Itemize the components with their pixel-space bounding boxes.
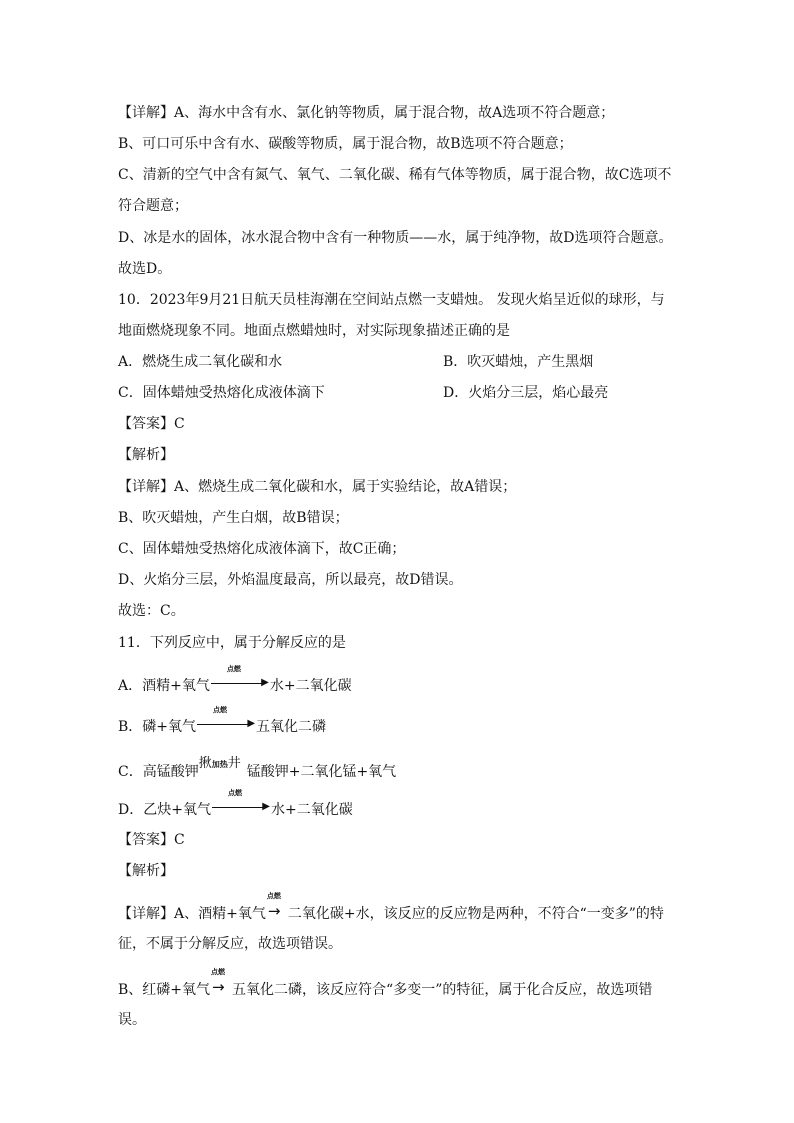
q10-option-d: D．火焰分三层，焰心最亮 <box>443 385 609 401</box>
q9-conclusion: 故选D。 <box>118 261 172 277</box>
q11-option-a-reactants: A．酒精+氧气 <box>118 678 210 694</box>
q10-detail-a: 【详解】A、燃烧生成二氧化碳和水，属于实验结论，故A错误； <box>118 479 517 495</box>
q11-detail-a-products: 二氧化碳+水，该反应的反应物是两种，不符合“一变多”的特 <box>287 906 664 922</box>
q11-analysis-label: 【解析】 <box>118 863 174 879</box>
condition-ignite-label: 点燃 <box>226 665 241 673</box>
condition-ignite-label: 点燃 <box>266 892 281 900</box>
q11-stem: 11．下列反应中，属于分解反应的是 <box>118 635 346 651</box>
q11-option-d-products: 水+二氧化碳 <box>270 802 353 818</box>
q10-option-b: B．吹灭蜡烛，产生黑烟 <box>443 354 594 370</box>
reaction-arrow-icon: 点燃 ▶ <box>197 717 255 731</box>
q11-detail-a-line2: 征，不属于分解反应，故选项错误。 <box>118 936 342 952</box>
heat-condition-icon <box>198 756 247 776</box>
q9-detail-c-line2: 符合题意； <box>118 198 188 214</box>
heat-glyph-left: 揪 <box>198 756 212 771</box>
q11-option-c-products: 锰酸钾+二氧化锰+氧气 <box>246 764 397 780</box>
q9-detail-c-line1: C、清新的空气中含有氮气、氧气、二氧化碳、稀有气体等物质，属于混合物，故C选项不 <box>118 167 672 183</box>
q11-option-a <box>118 665 352 696</box>
q10-detail-d: D、火焰分三层，外焰温度最高，所以最亮，故D错误。 <box>118 572 463 588</box>
q11-option-c-reactant: C．高锰酸钾 <box>118 764 199 780</box>
q11-option-c <box>118 756 397 782</box>
q11-option-b <box>118 706 327 737</box>
q11-option-a-products: 水+二氧化碳 <box>269 678 352 694</box>
q11-answer: 【答案】C <box>118 832 185 848</box>
reaction-arrow-icon: 点燃 ▶ <box>212 800 270 814</box>
condition-heat-label: 加热 <box>211 760 228 769</box>
q11-option-d-reactants: D．乙炔+氧气 <box>118 802 211 818</box>
q10-option-a: A．燃烧生成二氧化碳和水 <box>118 354 283 370</box>
reaction-arrow-icon: 点燃 → <box>211 968 226 996</box>
condition-ignite-label: 点燃 <box>213 706 228 714</box>
q10-detail-b: B、吹灭蜡烛，产生白烟，故B错误； <box>118 510 349 526</box>
q10-stem-line1: 10．2023年9月21日航天员桂海潮在空间站点燃一支蜡烛。 发现火焰呈近似的球形，与 <box>118 292 665 308</box>
q10-option-c: C．固体蜡烛受热熔化成液体滴下 <box>118 385 325 401</box>
q10-analysis-label: 【解析】 <box>118 447 174 463</box>
q11-detail-a-line1 <box>118 892 664 924</box>
q11-detail-b-line2: 误。 <box>118 1012 146 1028</box>
q11-detail-b-products: 五氧化二磷，该反应符合“多变一”的特征，属于化合反应，故选项错 <box>232 982 653 998</box>
reaction-arrow-icon: 点燃 → <box>266 892 281 920</box>
condition-ignite-label: 点燃 <box>211 968 226 976</box>
condition-ignite-label: 点燃 <box>227 789 242 797</box>
q9-detail-d: D、冰是水的固体，冰水混合物中含有一种物质——水，属于纯净物，故D选项符合题意。 <box>118 230 673 246</box>
q10-detail-c: C、固体蜡烛受热熔化成液体滴下，故C正确； <box>118 541 406 557</box>
heat-glyph-right: 井 <box>227 756 241 771</box>
q11-option-b-products: 五氧化二磷 <box>256 719 327 735</box>
q11-detail-b-line1 <box>118 968 653 1000</box>
q11-option-d <box>118 789 353 820</box>
q11-option-b-reactants: B．磷+氧气 <box>118 719 197 735</box>
q10-answer: 【答案】C <box>118 416 185 432</box>
q9-detail-b: B、可口可乐中含有水、碳酸等物质，属于混合物，故B选项不符合题意； <box>118 136 573 152</box>
q11-detail-b-reactants: B、红磷+氧气 <box>118 982 211 998</box>
q10-stem-line2: 地面燃烧现象不同。地面点燃蜡烛时，对实际现象描述正确的是 <box>118 323 510 339</box>
q9-detail-a: 【详解】A、海水中含有水、氯化钠等物质，属于混合物，故A选项不符合题意； <box>118 105 615 121</box>
q10-conclusion: 故选：C。 <box>118 603 185 619</box>
reaction-arrow-icon: 点燃 ▶ <box>211 676 269 690</box>
q11-detail-a-reactants: 【详解】A、酒精+氧气 <box>118 906 266 922</box>
